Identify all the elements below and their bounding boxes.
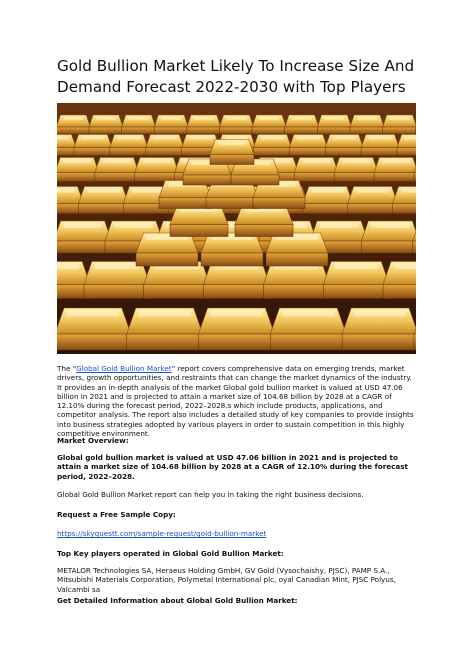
gold-bar [334, 158, 378, 182]
gold-bar [361, 135, 399, 156]
gold-bar [187, 115, 221, 134]
gold-bar [263, 262, 329, 299]
intro-prefix: The “ [57, 364, 77, 373]
gold-bar [110, 135, 148, 156]
gold-bar [170, 206, 228, 237]
intro-paragraph [57, 364, 419, 438]
gold-bar [122, 115, 156, 134]
intro-body: ” report covers comprehensive data on emerging trends, market drivers, growth opportunities, and restraints that can change the market dynamics of the industry. It provides an in-depth analysis of the market Global gold bullion market is valued at USD 47.06 billion in 2021 and is projected to attain a market size of 104.68 billion by 2028 at a CAGR of 12.10% during the forecast period, 2022–2028.s which include products, applications, and competitor analysis. The report also includes a detailed study of key companies to provide insights into business strategies adopted by various players in order to sustain competition in this highly competitive environment. [57, 364, 414, 439]
gold-bar [266, 233, 328, 266]
gold-bar [361, 221, 416, 253]
gold-bar [252, 115, 286, 134]
request-sample-heading: Request a Free Sample Copy: [57, 510, 176, 519]
gold-bar [323, 262, 389, 299]
gold-bar [84, 262, 150, 299]
gold-bar [270, 308, 346, 350]
gold-bar [383, 115, 416, 134]
sample-request-link[interactable]: https://skyquestt.com/sample-request/gold-bullion-market [57, 529, 267, 538]
page-title: Gold Bullion Market Likely To Increase Size And Demand Forecast 2022-2030 with Top Players [57, 57, 415, 96]
gold-bar [303, 187, 353, 214]
gold-bar [348, 187, 398, 214]
gold-bar [285, 115, 319, 134]
gold-bar [95, 158, 139, 182]
market-overview-heading: Market Overview: [57, 436, 129, 445]
gold-bar [374, 158, 416, 182]
gold-bar [317, 115, 351, 134]
gold-bar [289, 135, 327, 156]
gold-bar [325, 135, 363, 156]
gold-bar [127, 308, 203, 350]
gold-bar [57, 221, 112, 253]
gold-bar [253, 135, 291, 156]
gold-bar [350, 115, 384, 134]
gold-bar [199, 308, 275, 350]
help-text: Global Gold Bullion Market report can help you in taking the right business decisions. [57, 490, 364, 499]
details-heading: Get Detailed Information about Global Gold Bullion Market: [57, 596, 298, 605]
gold-bar [220, 115, 254, 134]
gold-bar [57, 115, 90, 134]
gold-bar [154, 115, 188, 134]
gold-bar [57, 158, 99, 182]
gold-bar [204, 262, 270, 299]
gold-bar [210, 140, 254, 165]
gold-bar [89, 115, 123, 134]
gold-bar [136, 233, 198, 266]
sample-request-link-line [57, 529, 419, 538]
gold-bar [78, 187, 128, 214]
key-players-heading: Top Key players operated in Global Gold Bullion Market: [57, 549, 284, 558]
gold-bar [201, 233, 263, 266]
gold-bars-illustration [57, 103, 416, 354]
gold-bar [235, 206, 293, 237]
gold-bar [74, 135, 112, 156]
gold-bar [146, 135, 184, 156]
gold-bar [135, 158, 179, 182]
market-report-link[interactable]: Global Gold Bullion Market [76, 364, 172, 373]
gold-bar [57, 308, 131, 350]
gold-bars-image [57, 103, 416, 354]
gold-bar [294, 158, 338, 182]
gold-bar [144, 262, 210, 299]
key-players-list: METALOR Technologies SA, Heraeus Holding GmbH, GV Gold (Vysochaishy, PJSC), PAMP S.A., Mitsubishi Materials Corporation, Polymetal International plc, oyal Canadian Mint, PJSC Polyus, Valcambi sa [57, 566, 396, 594]
market-overview-summary: Global gold bullion market is valued at USD 47.06 billion in 2021 and is projected to attain a market size of 104.68 billion by 2028 at a CAGR of 12.10% during the forecast period, 2022–2028. [57, 453, 408, 481]
gold-bar [342, 308, 416, 350]
